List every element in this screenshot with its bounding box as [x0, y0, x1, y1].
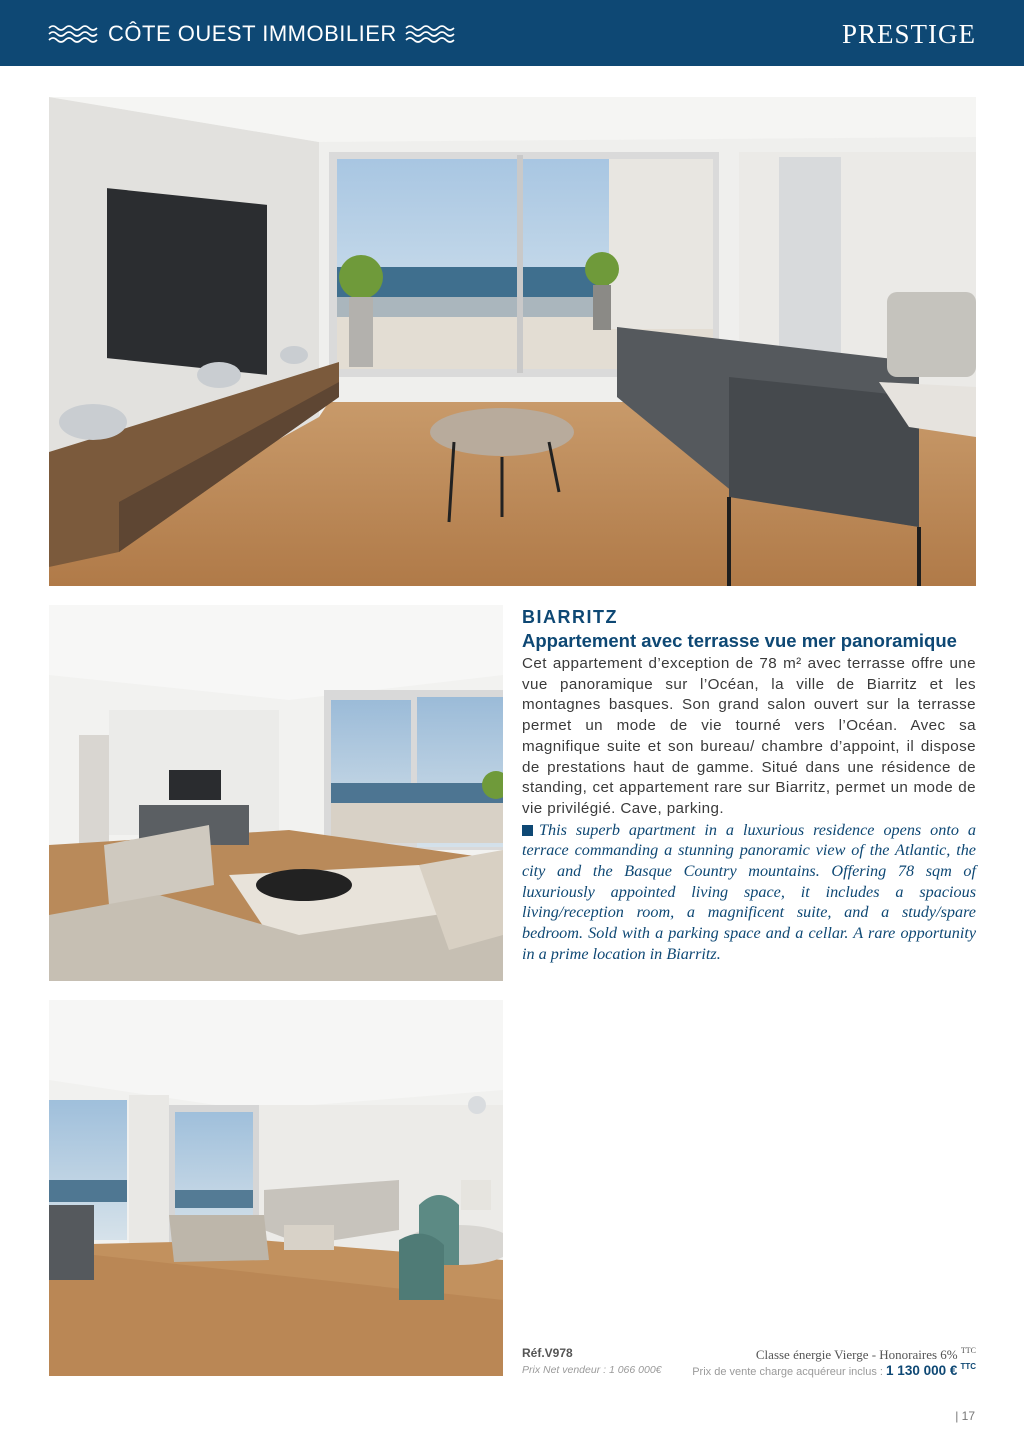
photo-dining-lounge [49, 1000, 503, 1376]
photo-living-room-view [49, 605, 503, 981]
energy-fees-text: Classe énergie Vierge - Honoraires 6% [755, 1347, 958, 1362]
sale-price-line [692, 1362, 976, 1378]
reference-number: Réf.V978 [522, 1346, 573, 1360]
waves-right-icon [405, 24, 457, 44]
page-number: | 17 [955, 1409, 975, 1423]
listing-text [522, 605, 976, 965]
price-label: Prix de vente charge acquéreur inclus : [692, 1366, 883, 1378]
net-seller-price: Prix Net vendeur : 1 066 000€ [522, 1364, 662, 1376]
description-french: Cet appartement d’exception de 78 m² avec terrasse offre une vue panoramique sur l’Océan, la ville de Biarritz et les montagnes basques. Son grand salon ouvert sur la terrasse permet un mode de vie tourné vers l’Océan. Avec sa magnifique suite et son bureau/ chambre d’appoint, il dispose de prestations haut de gamme. Situé dans une résidence de standing, cet appartement rare sur Biarritz, permet un mode de vie privilégié. Cave, parking. [522, 655, 976, 817]
description-english [522, 820, 976, 965]
waves-left-icon [48, 24, 100, 44]
listing-city: BIARRITZ [522, 607, 618, 627]
header-bar [0, 0, 1024, 66]
ttc-mark: TTC [960, 1346, 976, 1355]
price-ttc-mark: TTC [960, 1362, 976, 1371]
brand-logo [48, 18, 457, 50]
listing-headline: Appartement avec terrasse vue mer panoramique [522, 630, 957, 651]
sale-price: 1 130 000 € [886, 1363, 958, 1378]
square-bullet-icon [522, 825, 533, 836]
main-photo-living-room [49, 97, 976, 586]
description-english-text: This superb apartment in a luxurious residence opens onto a terrace commanding a stunning panoramic view of the Atlantic, the city and the Basque Country mountains. Offering 78 sqm of luxuriously appointed living space, it includes a spacious living/reception room, a magnificent suite, and a study/spare bedroom. Sold with a parking space and a cellar. A rare opportunity in a prime location in Biarritz. [522, 820, 976, 963]
section-label: PRESTIGE [841, 19, 976, 49]
energy-class-fees [756, 1346, 976, 1363]
brand-name: CÔTE OUEST IMMOBILIER [108, 21, 397, 46]
